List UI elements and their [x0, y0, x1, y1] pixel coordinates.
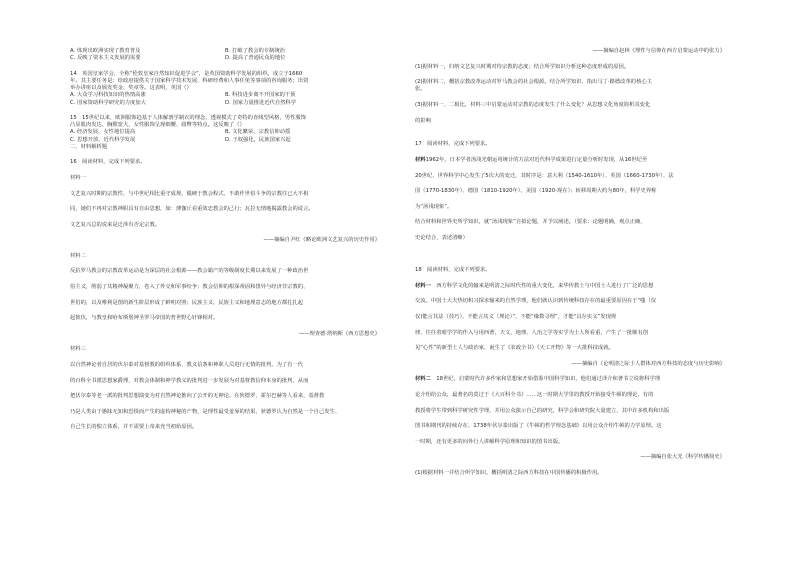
sub-question: (3)据材料一、二相比，材料三中启蒙运动对宗教的态度发生了什么变化？从思想文化角度简析其变化: [415, 101, 651, 108]
material-text: 文艺复兴总的说来是迁涉有否定宗教。: [70, 221, 161, 228]
options-row: [70, 137, 380, 144]
options-row: [70, 92, 380, 99]
option-a: A. 体现出欧洲实现了教育普及: [70, 48, 141, 54]
material-text: 乃是人类由于愚昧无知和恐惧而产生的虚构神秘的产物，是理性最受羞辱的结果，狄德罗认为自然是一个自己发生、: [70, 408, 341, 415]
material-text: 俗主义，削弱了其精神凝聚力，卷入了外交和军事纷争；教会信仰的根深蒂固和排异与经济非宗教的、: [70, 284, 309, 291]
sub-question: (1)据材料一，归纳文艺复兴时期对待宗教的态度；结合所学知识分析这种态度形成的原因。: [415, 63, 630, 70]
material-text: 20世纪，世界科学中心发生了5次大的变迁，其时序是：意大利（1540-1610年）、英国（1660-1730年）、法: [415, 172, 674, 179]
material-text: 律，往往着眼学学的作入与用西著，天文、地理、人治之学等实学为士人所看重，产生了一批颇有创: [415, 329, 649, 336]
material-text: 把伏尔泰等老一派的批判思想演变为对自然神论推向了公开的无神论。在狄德罗、霍尔巴赫等人看来，基督教: [70, 393, 325, 400]
material-text: 材料二 18世纪，启蒙时代许多作家和思想家开始借鉴中国科学知识，他们通过译介和著书立说将科学理: [415, 376, 661, 383]
question-18-text: 18 阅读材料，完成下列要求。: [415, 267, 491, 274]
option-b: B. 打破了教会的专制统治: [225, 48, 285, 54]
material-text: 教授将学生带到科学研究性学理，并用公众演示自己的研究，科学会和研究院大量建立，其中许多机构和出版: [415, 407, 670, 414]
options-row: [70, 129, 380, 136]
material-text: 仅)能言其法（技巧），不能言其义（理论）”，不能“缘数寻理”，才能“具存实义”发现规: [415, 314, 617, 321]
material-label: 材料三: [70, 346, 86, 353]
material-text: 材料一 西方科学文化的输来是明清之际时代性的重大变化，来华传教士与中国士人进行了广泛的思想: [415, 282, 654, 289]
question-15-text: 凸显肌肉发达、胸膛宽大，女性服饰呈现细腰、圆臀等特点。这反映了（）: [70, 122, 245, 129]
material-source: ——摘编自赵林《理性与信仰在西方启蒙运动中的张力》: [592, 48, 725, 54]
material-source: ——摘编自张大光《科学传播简史》: [640, 454, 725, 461]
material-text: 文艺复兴时期的宗教性，与中世纪相比重守成规、僵硬于教会程式、不敢作世俗斗争的宗教往已大不相: [70, 190, 309, 197]
left-column: [70, 48, 380, 431]
section-heading: 二、材料解析题: [70, 143, 108, 150]
material-text: 见“心性”的新型士人与政治家，诞生了《农政全书》《天工开物》等一大批科技成就。: [415, 345, 614, 352]
task-text: 结合材料和世界史所学知识，就“汤浅现象”自拟论题，并予以阐述。（要求：论题明确，观点正确，: [415, 219, 646, 226]
option-b: B. 文化繁荣，宗教信仰动摇: [225, 129, 291, 136]
material-text: 世俗的，以及唯利是图的新生阶层形成了鲜明对照；民族主义、民族主义和地理意志的地方都扎扎起: [70, 299, 304, 306]
material-label: 材料: [415, 157, 426, 164]
sub-question: 张。: [415, 86, 426, 93]
option-c: C. 思想开放，近代科学发展: [70, 136, 136, 143]
material-text: 一时期，还有更多的问外行人讲解科学原理和知识的图书出版。: [415, 438, 564, 445]
question-14-text: 14 英国皇家学会，全称“伦敦皇家自然知识促进学会”，是英国资助科学发展的组织，成立于1660: [70, 70, 303, 77]
material-text: 材料1962年，日本学者汤浅光朝运用统计的方法对近代科学成果进行定量分析时发现，从16世纪至: [415, 157, 648, 164]
material-label: 材料二: [415, 376, 431, 383]
material-source: ——摘编自尹红《略论欧洲文艺复兴的历史作用》: [263, 237, 380, 244]
option-a: A. 经济发展，女性地位提高: [70, 129, 136, 136]
option-b: B. 科技进步离不开国家的干预: [225, 92, 296, 99]
material-text: 以自然神论者自居的伏尔泰对基督教的组织体系、教义信条和神职人员进行无情的批判，为了有一代: [70, 361, 304, 368]
material-text: 交流。中国士大夫热切积习探求输来的自然学理，他们就认识到传统科技存在的最重要原因在于“嗤（仅: [415, 298, 657, 305]
question-14-text: 年。其主要任务是：给政府提供关于国家科学技术发展、科研经费和人事任免等事项的咨询服务；出资: [70, 77, 309, 84]
material-text: 图书和期刊的持续存在，1738年伏尔泰出版了《牛顿的哲学理念基础》以用公众介绍牛顿的力学原理。这: [415, 423, 662, 430]
option-c: C. 反映了资本主义发展的需要: [70, 55, 141, 62]
option-d: D. 王权强化，民族国家兴起: [225, 136, 291, 143]
material-label: 材料一: [415, 282, 431, 289]
options-row: [70, 100, 380, 107]
material-label: 材料二: [70, 252, 86, 259]
material-text: 同，她们不再对宗教神职具有自由思想，如：薄伽丘看重效忠教会的己行；瓦拉无情地揭露教会的谎言。: [70, 206, 314, 213]
material-text: 起彼伏，与教皇和哈布斯堡神圣罗马帝国的普世野心针锋相对。: [70, 315, 219, 322]
right-column: [415, 48, 725, 477]
material-text: 国（1770-1830年）、德国（1810-1920年）、美国（1920-现在）；转移周期大约为80年，科学史界称: [415, 188, 657, 195]
material-text: 为“汤浅现象”。: [415, 203, 453, 210]
material-text: 的百科全书派思想家爵理，对教会体制和神学教义的批判进一步发展为对基督教信仰本身的批判，从而: [70, 377, 309, 384]
material-source: ——摘编自《论明清之际士人群体对西方科技的态度与历史影响》: [571, 360, 725, 367]
option-a: A. 大众学习科技知识的热情高涨: [70, 92, 146, 99]
question-17-text: 17 阅读材料，完成下列要求。: [415, 141, 491, 148]
option-c: C. 国家资助科学研究的力度加大: [70, 99, 146, 106]
material-source: ——理查德·塔纳斯《西方思想史》: [298, 330, 380, 337]
options-row: [70, 55, 380, 62]
sub-question: (2)据材料二，概括宗教改革运动对罗马教会的社会根源。结合所学知识，指出马丁·路德改革的核心主: [415, 79, 652, 86]
option-d: D. 国家力量推进近代自然科学: [225, 99, 297, 106]
task-text: 史论结合，表述清晰）: [415, 234, 468, 241]
material-text: 自己生长的独立体系，并不需要上帝来充当初始原因。: [70, 424, 198, 431]
question-16-text: 16 阅读材料，完成下列要求。: [70, 159, 146, 166]
material-text: 反抗罗马教会的宗教改革运动是为深层的社会根源——教会霸产的等级制度长期以来发展了一种政治世: [70, 268, 309, 275]
sub-question: (1)根据材料一并结合所学知识，概括明清之际西方科技在中国传播的积极作用。: [415, 469, 603, 476]
material-text: 论介绍给公众，最著名的莫过于《大百科全书》……这一时期大学里的教授开始接受牛顿的理论，有的: [415, 391, 654, 398]
question-14-text: 举办讲座以及颁发奖金、奖章等。这表明，英国（）: [70, 85, 192, 92]
sub-question: 的影响: [415, 117, 431, 124]
material-label: 材料一: [70, 175, 86, 181]
question-15-text: 15 15世纪以来，欧洲服饰趋基于人体解剖学制衣的理念，透视模式了奇特的直线型风格，男性服饰: [70, 115, 306, 122]
option-d: D. 提高了普通民众的地位: [225, 55, 286, 62]
